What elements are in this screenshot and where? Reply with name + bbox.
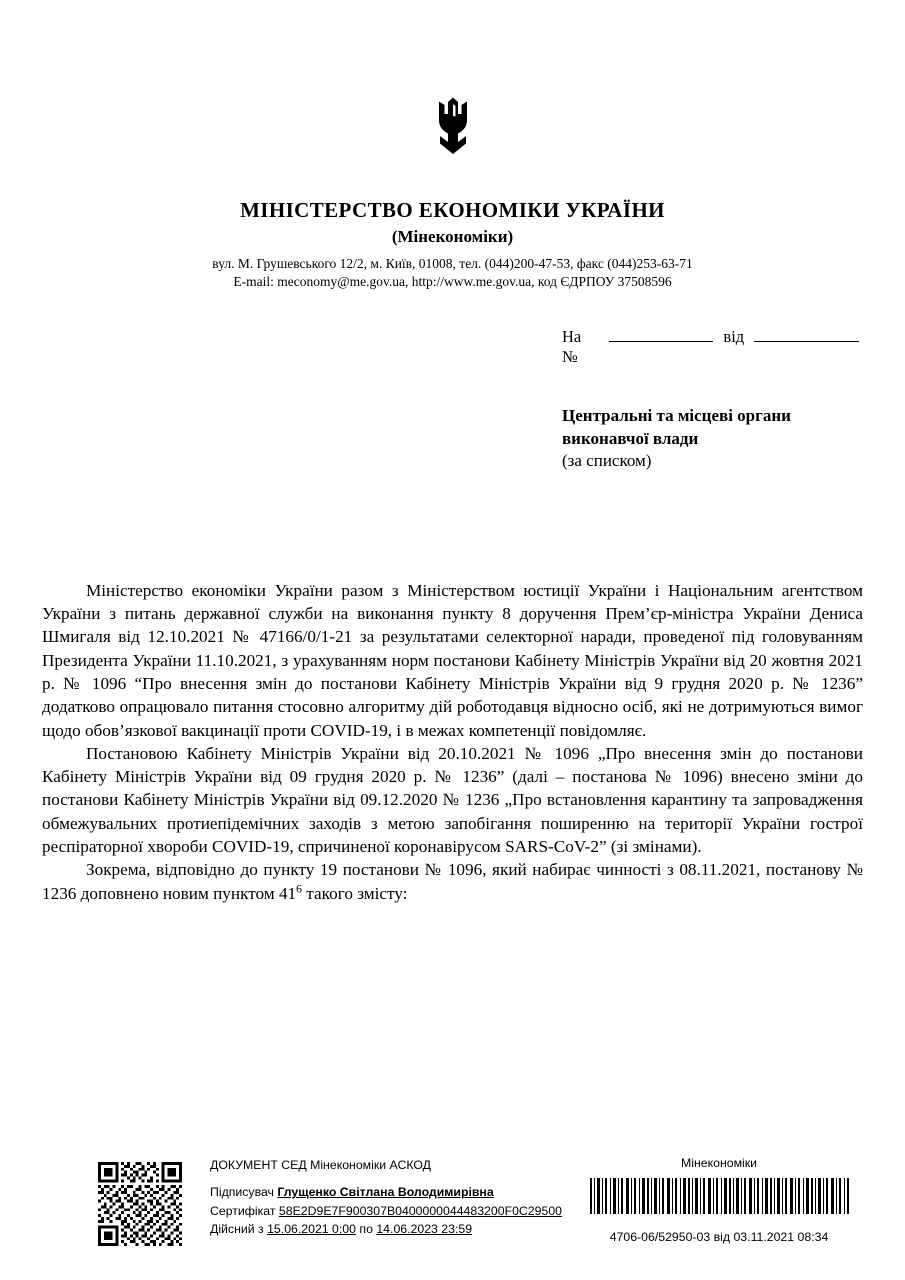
valid-from-label: Дійсний з — [210, 1222, 264, 1237]
barcode-caption: Мінекономіки — [680, 1156, 758, 1170]
signer-row — [210, 1183, 562, 1201]
valid-to-label: по — [359, 1222, 373, 1237]
signer-name: Глущенко Світлана Володимирівна — [277, 1185, 494, 1200]
reference-number-label: На № — [562, 327, 582, 367]
certificate-row — [210, 1202, 562, 1220]
document-footer — [0, 1156, 905, 1262]
ministry-address-line-2: E-mail: meconomy@me.gov.ua, http://www.me.gov.ua, код ЄДРПОУ 37508596 — [233, 274, 672, 290]
signature-info-block — [210, 1156, 562, 1239]
addressee-line-3: (за списком) — [562, 451, 652, 471]
addressee-line-2: виконавчої влади — [562, 428, 699, 448]
body-paragraph-1: Міністерство економіки України разом з Міністерством юстиції України і Національним агентством України з питань державної служби на виконання пункту 8 доручення Прем’єр-міністра України Дениса Шмигаля від 12.10.2021 № 47166/0/1-21 за результатами селекторної наради, проведеної під головуванням Президента України 11.10.2021, з урахуванням норм постанови Кабінету Міністрів України від 20 жовтня 2021 р. № 1096 “Про внесення змін до постанови Кабінету Міністрів України від 9 грудня 2020 р. № 1236” додатково опрацювало питання стосовно алгоритму дій роботодавця відносно осіб, які не дотримуються вимог щодо обов’язкової вакцинації проти COVID-19, і в межах компетенції повідомляє. — [42, 580, 863, 740]
body-paragraph-3-superscript: 6 — [296, 881, 302, 895]
addressee-line-1: Центральні та місцеві органи — [562, 406, 791, 426]
body-paragraph-3-part-1: Зокрема, відповідно до пункту 19 постанови № 1096, який набирає чинності з 08.11.2021, постанову № 1236 доповнено новим пунктом 41 — [42, 860, 863, 903]
document-number: 4706-06/52950-03 від 03.11.2021 08:34 — [609, 1230, 829, 1244]
ministry-address-line-1: вул. М. Грушевського 12/2, м. Київ, 01008, тел. (044)200-47-53, факс (044)253-63-71 — [212, 256, 693, 271]
barcode-block — [585, 1156, 853, 1244]
valid-to-value: 14.06.2023 23:59 — [376, 1222, 473, 1237]
certificate-value: 58E2D9E7F900307B0400000044483200F0C29500 — [278, 1203, 562, 1218]
signer-label: Підписувач — [210, 1185, 274, 1200]
ministry-short-title: (Мінекономіки) — [391, 227, 514, 246]
ukraine-trident-emblem — [425, 96, 481, 170]
addressee-block — [562, 405, 892, 472]
barcode — [588, 1178, 850, 1214]
emblem-container — [42, 0, 863, 170]
body-paragraph-2: Постановою Кабінету Міністрів України від 20.10.2021 № 1096 „Про внесення змін до постанови Кабінету Міністрів України від 09 грудня 2020 р. № 1236” (далі – постанова № 1096) внесено зміни до постанови Кабінету Міністрів України від 09.12.2020 № 1236 „Про встановлення карантину та запровадження обмежувальних протиепідемічних заходів з метою запобігання поширенню на території України гострої респіраторної хвороби COVID-19, спричиненої коронавірусом SARS-CoV-2” (зі змінами). — [42, 743, 863, 857]
reference-date-label: від — [723, 327, 745, 347]
validity-row — [210, 1220, 562, 1238]
qr-code — [98, 1162, 182, 1246]
reference-number-blank — [609, 341, 714, 342]
reference-line — [562, 327, 863, 367]
body-paragraph-3-part-2: такого змісту: — [301, 883, 408, 903]
document-body — [42, 579, 863, 905]
valid-from-value: 15.06.2021 0:00 — [267, 1222, 356, 1237]
reference-date-blank — [754, 341, 859, 342]
body-paragraph-3 — [42, 858, 863, 905]
ministry-title: МІНІСТЕРСТВО ЕКОНОМІКИ УКРАЇНИ — [240, 198, 665, 222]
certificate-label: Сертифікат — [210, 1203, 276, 1218]
document-system-label: ДОКУМЕНТ СЕД Мінекономіки АСКОД — [210, 1158, 431, 1172]
